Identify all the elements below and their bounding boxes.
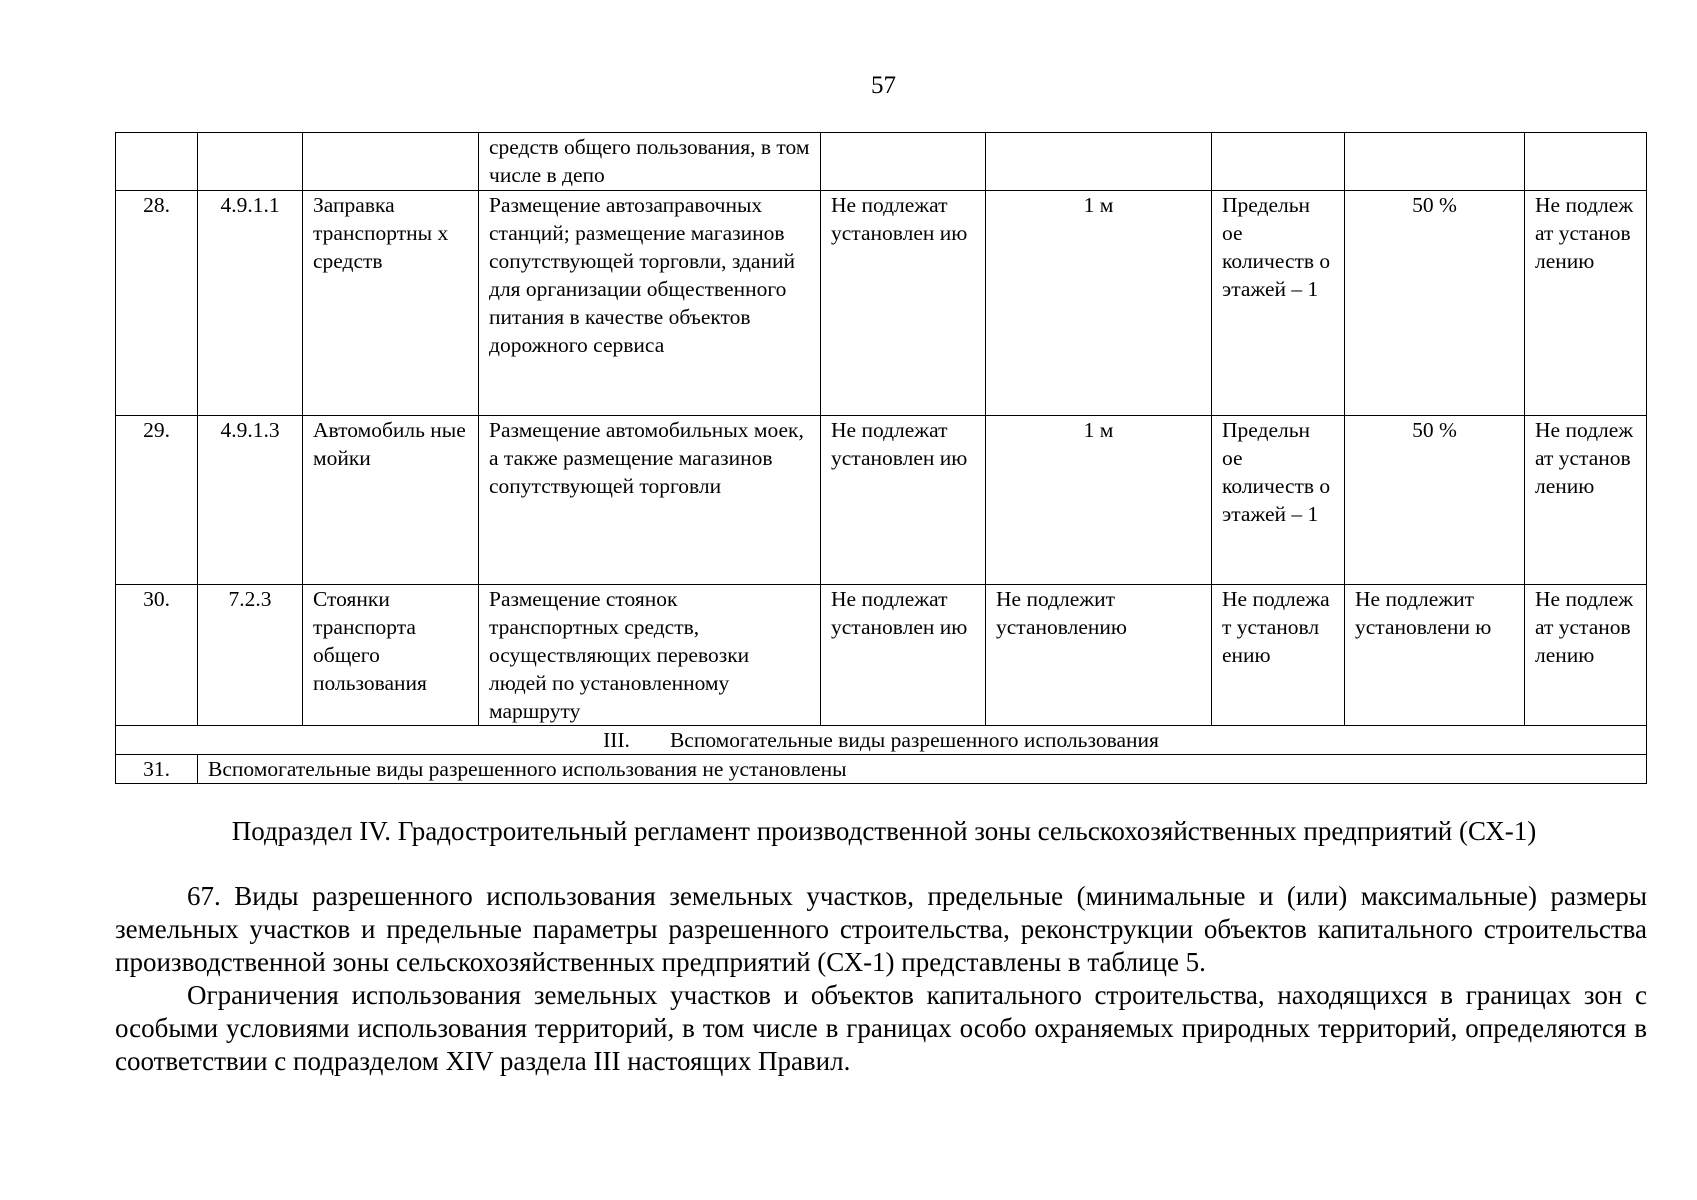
row-number: 29. [116,416,198,585]
use-name: Автомобиль ные мойки [303,416,479,585]
page-number: 57 [871,72,896,99]
setback-cell: 1 м [986,416,1212,585]
plot-size-cell: Не подлежат установлен ию [821,585,986,726]
floors-cell: Не подлежа т установл ению [1212,585,1345,726]
other-cell: Не подлеж ат установ лению [1525,191,1647,416]
description-cell: Размещение стоянок транспортных средств, осуществляющих перевозки людей по установленному маршруту [479,585,821,726]
description-cell: Размещение автомобильных моек, а также размещение магазинов сопутствующей торговли [479,416,821,585]
plot-size-cell: Не подлежат установлен ию [821,416,986,585]
coverage-cell: 50 % [1345,416,1525,585]
table-row-continued [116,133,1647,191]
setback-cell: 1 м [986,191,1212,416]
floors-cell: Предельн ое количеств о этажей – 1 [1212,416,1345,585]
section-title: Вспомогательные виды разрешенного использования [669,728,1159,752]
description-cell: средств общего пользования, в том числе в депо [479,133,821,191]
subsection-title: Подраздел IV. Градостроительный регламент производственной зоны сельскохозяйственных предприятий (СХ-1) [231,816,1537,846]
auxiliary-uses-note: Вспомогательные виды разрешенного использования не установлены [198,755,1647,784]
coverage-cell: Не подлежит установлени ю [1345,585,1525,726]
use-code: 7.2.3 [198,585,303,726]
table-row-31 [116,755,1647,784]
table-row [116,191,1647,416]
regulation-table [115,132,1647,784]
other-cell: Не подлеж ат установ лению [1525,416,1647,585]
table-row [116,416,1647,585]
row-number: 28. [116,191,198,416]
use-name: Стоянки транспорта общего пользования [303,585,479,726]
paragraph-restrictions: Ограничения использования земельных участков и объектов капитального строительства, находящихся в границах зон с особыми условиями использования территорий, в том числе в границах особо охраняемых природных территорий, определяются в соответствии с подразделом XIV раздела III настоящих Правил. [115,980,1647,1076]
table-row [116,585,1647,726]
paragraph-67: 67. Виды разрешенного использования земельных участков, предельные (минимальные и (или) максимальные) размеры земельных участков и предельные параметры разрешенного строительства, реконструкции объектов капитального строительства производственной зоны сельскохозяйственных предприятий (СХ-1) представлены в таблице 5. [115,881,1647,977]
other-cell: Не подлеж ат установ лению [1525,585,1647,726]
use-name: Заправка транспортны х средств [303,191,479,416]
section-header-row [116,726,1647,755]
use-code: 4.9.1.1 [198,191,303,416]
section-number: III. [603,728,630,752]
use-code: 4.9.1.3 [198,416,303,585]
plot-size-cell: Не подлежат установлен ию [821,191,986,416]
floors-cell: Предельн ое количеств о этажей – 1 [1212,191,1345,416]
description-cell: Размещение автозаправочных станций; размещение магазинов сопутствующей торговли, зданий для организации общественного питания в качестве объектов дорожного сервиса [479,191,821,416]
setback-cell: Не подлежит установлению [986,585,1212,726]
coverage-cell: 50 % [1345,191,1525,416]
row-number: 31. [116,755,198,784]
row-number: 30. [116,585,198,726]
